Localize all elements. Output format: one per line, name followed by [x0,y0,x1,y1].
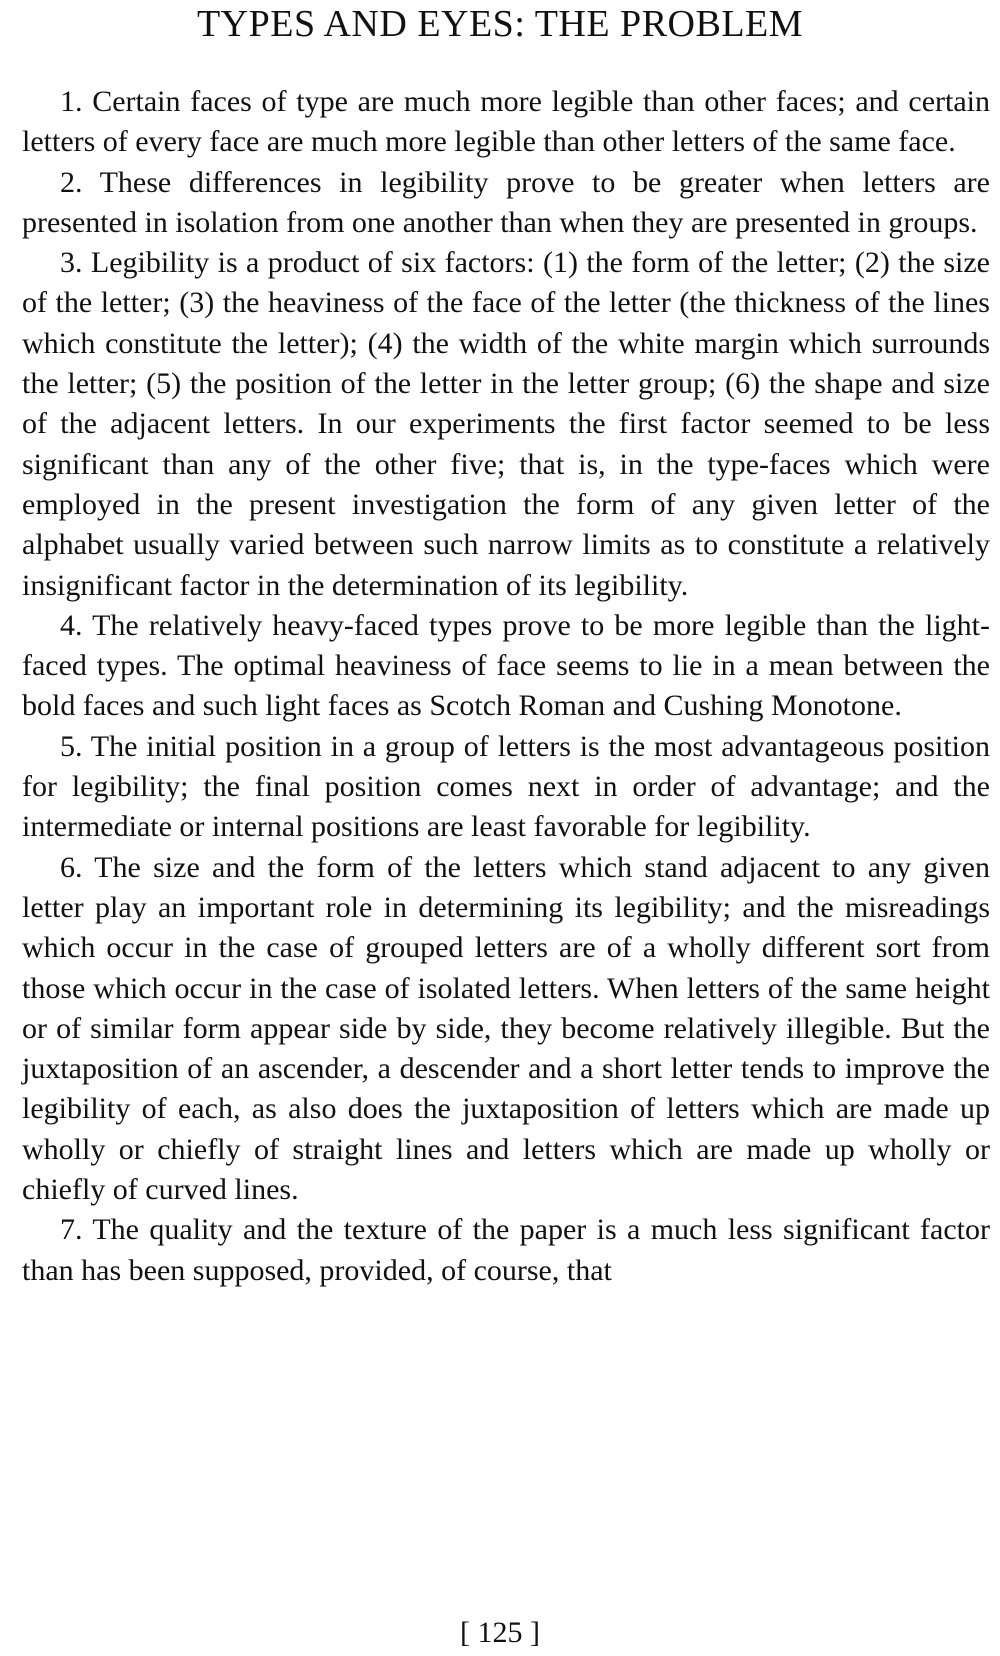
paragraph-6: 6. The size and the form of the letters which stand adjacent to any given letter play an important role in determining its legibility; and the misreadings which occur in the case of grouped letters are of a wholly different sort from those which occur in the case of isolated letters. When letters of the same height or of similar form appear side by side, they become relatively illegible. But the juxtaposition of an ascender, a descender and a short letter tends to improve the legibility of each, as also does the juxtaposition of letters which are made up wholly or chiefly of straight lines and letters which are made up wholly or chiefly of curved lines. [22,850,990,1207]
paragraph-3: 3. Legibility is a product of six factors: (1) the form of the letter; (2) the size of the letter; (3) the heaviness of the face of the letter (the thickness of the lines which constitute the letter); (4) the width of the white margin which surrounds the letter; (5) the position of the letter in the letter group; (6) the shape and size of the adjacent letters. In our experiments the first factor seemed to be less significant than any of the other five; that is, in the type-faces which were employed in the present investigation the form of any given letter of the alphabet usually varied between such narrow limits as to constitute a relatively insignificant factor in the determination of its legibility. [22,246,990,602]
paragraph-1: 1. Certain faces of type are much more legible than other faces; and certain letters of every face are much more legible than other letters of the same face. [22,85,990,159]
body-text [22,82,990,1291]
paragraph-2: 2. These differences in legibility prove to be greater when letters are presented in isolation from one another than when they are presented in groups. [22,165,990,239]
paragraph-5: 5. The initial position in a group of letters is the most advantageous position for legibility; the final position comes next in order of advantage; and the intermediate or internal positions are least favorable for legibility. [22,729,990,844]
paragraph-4: 4. The relatively heavy-faced types prove to be more legible than the light-faced types. The optimal heaviness of face seems to lie in a mean between the bold faces and such light faces as Scotch Roman and Cushing Monotone. [22,608,990,723]
paragraph-7: 7. The quality and the texture of the paper is a much less significant factor than has been supposed, provided, of course, that [22,1213,990,1287]
page-title: TYPES AND EYES: THE PROBLEM [196,3,804,45]
page-number: [ 125 ] [460,1616,540,1649]
